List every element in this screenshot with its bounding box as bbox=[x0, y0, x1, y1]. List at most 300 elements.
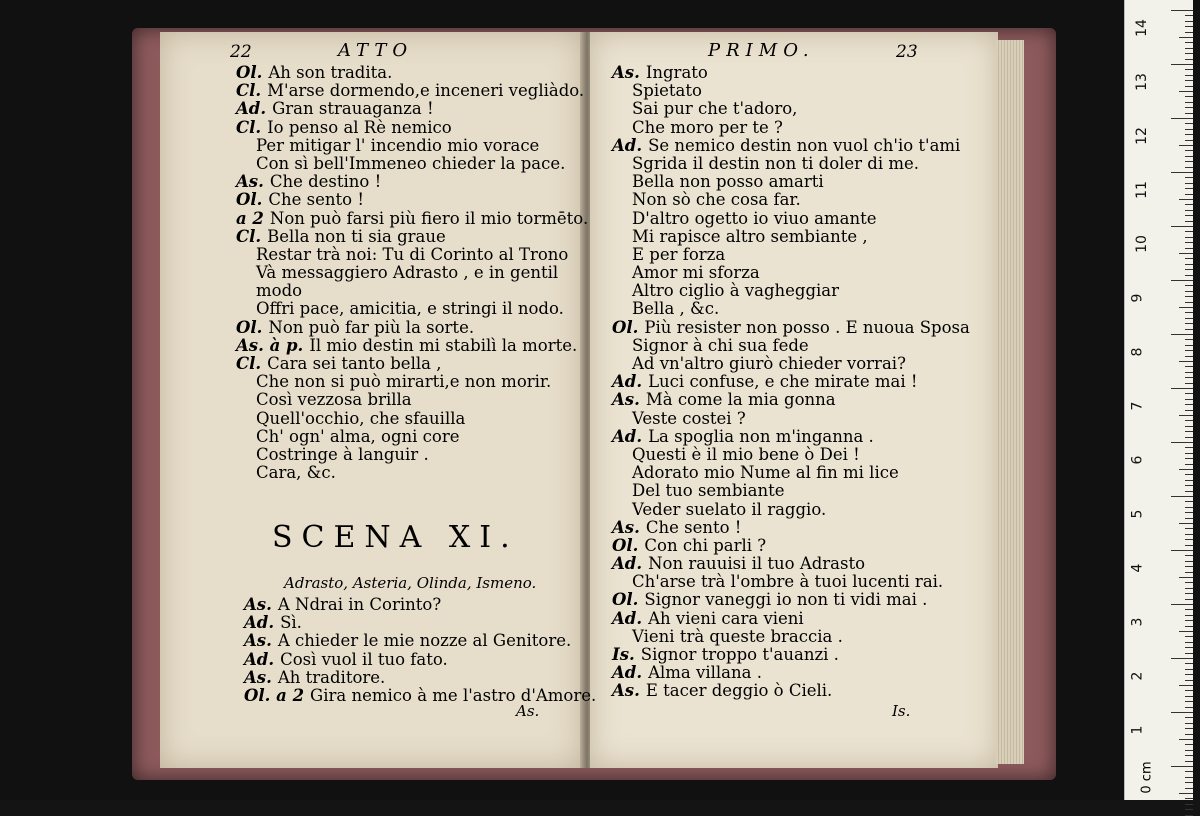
ruler-number: 12 bbox=[1133, 127, 1150, 145]
ruler-tick bbox=[1185, 183, 1193, 184]
verse-text: Bella non ti sia graue bbox=[267, 226, 446, 246]
ruler-tick bbox=[1179, 469, 1193, 470]
ruler-tick bbox=[1185, 458, 1193, 459]
speaker-label: Ad. bbox=[612, 554, 643, 574]
text-line bbox=[612, 64, 970, 82]
ruler-tick bbox=[1185, 755, 1193, 756]
ruler-tick bbox=[1185, 264, 1193, 265]
ruler-tick bbox=[1185, 620, 1193, 621]
text-line bbox=[612, 537, 970, 555]
ruler-number: 4 bbox=[1129, 563, 1146, 573]
ruler-tick bbox=[1185, 777, 1193, 778]
ruler-tick bbox=[1171, 334, 1193, 335]
ruler-tick bbox=[1171, 10, 1193, 11]
ruler-tick bbox=[1185, 372, 1193, 373]
ruler-tick bbox=[1185, 750, 1193, 751]
ruler-tick bbox=[1185, 329, 1193, 330]
measuring-ruler bbox=[1124, 0, 1193, 800]
verse-text: Io penso al Rè nemico bbox=[267, 117, 452, 137]
verse-text: Mà come la mia gonna bbox=[645, 390, 836, 410]
ruler-tick bbox=[1171, 226, 1193, 227]
ruler-tick bbox=[1171, 280, 1193, 281]
verse-text: Il mio destin mi stabilì la morte. bbox=[309, 335, 578, 355]
verse-text: Sì. bbox=[280, 613, 302, 633]
ruler-tick bbox=[1171, 496, 1193, 497]
verse-text: Spietato bbox=[632, 81, 702, 101]
ruler-tick bbox=[1185, 453, 1193, 454]
left-page-text bbox=[236, 64, 588, 482]
verse-text: E tacer deggio ò Cieli. bbox=[645, 681, 833, 701]
ruler-tick bbox=[1185, 420, 1193, 421]
ruler-tick bbox=[1185, 113, 1193, 114]
ruler-tick bbox=[1185, 501, 1193, 502]
text-line bbox=[236, 464, 588, 482]
text-line bbox=[612, 82, 970, 100]
text-line bbox=[244, 596, 596, 614]
verse-text: Signor troppo t'auanzi . bbox=[640, 645, 839, 664]
verse-text: Questi è il mio bene ò Dei ! bbox=[632, 444, 860, 464]
ruler-tick bbox=[1185, 275, 1193, 276]
text-line bbox=[236, 300, 588, 318]
ruler-tick bbox=[1179, 523, 1193, 524]
speaker-label: Ad. bbox=[612, 426, 643, 446]
verse-text: Signor vaneggi io non ti vidi mai . bbox=[644, 590, 928, 610]
speaker-label: a 2 bbox=[236, 208, 264, 228]
speaker-label: As. bbox=[612, 681, 640, 701]
ruler-tick bbox=[1185, 296, 1193, 297]
speaker-label: Ol. a 2 bbox=[244, 685, 305, 705]
ruler-tick bbox=[1179, 793, 1193, 794]
ruler-tick bbox=[1185, 696, 1193, 697]
text-line bbox=[236, 228, 588, 246]
ruler-tick bbox=[1179, 91, 1193, 92]
speaker-label: Cl. bbox=[236, 81, 262, 101]
speaker-label: Ol. bbox=[612, 317, 639, 337]
ruler-tick bbox=[1185, 48, 1193, 49]
ruler-tick bbox=[1185, 221, 1193, 222]
ruler-tick bbox=[1185, 626, 1193, 627]
right-page-text bbox=[612, 64, 970, 701]
verse-text: Restar trà noi: Tu di Corinto al Trono bbox=[256, 244, 569, 264]
right-page-number: 23 bbox=[896, 42, 918, 62]
ruler-tick bbox=[1185, 237, 1193, 238]
text-line bbox=[236, 210, 588, 228]
verse-text: Vieni trà queste braccia . bbox=[632, 626, 843, 646]
text-line bbox=[236, 319, 588, 337]
ruler-tick bbox=[1185, 231, 1193, 232]
ruler-tick bbox=[1185, 366, 1193, 367]
text-line bbox=[236, 446, 588, 464]
text-line bbox=[612, 519, 970, 537]
verse-text: Del tuo sembiante bbox=[632, 481, 785, 501]
speaker-label: Cl. bbox=[236, 226, 262, 246]
speaker-label: Ol. bbox=[236, 317, 263, 337]
ruler-unit-label: 0 cm bbox=[1139, 761, 1155, 794]
ruler-tick bbox=[1185, 437, 1193, 438]
text-line bbox=[612, 446, 970, 464]
ruler-tick bbox=[1185, 539, 1193, 540]
verse-text: Per mitigar l' incendio mio vorace bbox=[256, 135, 540, 155]
ruler-tick bbox=[1185, 393, 1193, 394]
verse-text: Gran strauaganza ! bbox=[272, 99, 434, 119]
ruler-number: 13 bbox=[1133, 73, 1150, 91]
ruler-tick bbox=[1179, 199, 1193, 200]
ruler-tick bbox=[1185, 528, 1193, 529]
ruler-tick bbox=[1179, 361, 1193, 362]
scene-title: SCENA XI. bbox=[272, 520, 519, 555]
ruler-tick bbox=[1185, 350, 1193, 351]
speaker-label: As. bbox=[612, 390, 640, 410]
ruler-tick bbox=[1185, 86, 1193, 87]
ruler-tick bbox=[1185, 593, 1193, 594]
speaker-label: Cl. bbox=[236, 354, 262, 373]
ruler-tick bbox=[1185, 356, 1193, 357]
ruler-tick bbox=[1185, 215, 1193, 216]
ruler-tick bbox=[1185, 534, 1193, 535]
speaker-label: As. bbox=[244, 667, 272, 687]
ruler-tick bbox=[1179, 685, 1193, 686]
ruler-tick bbox=[1179, 415, 1193, 416]
ruler-tick bbox=[1185, 150, 1193, 151]
speaker-label: Ad. bbox=[244, 649, 275, 669]
text-line bbox=[612, 191, 970, 209]
verse-text: Più resister non posso . E nuoua Sposa bbox=[644, 317, 970, 337]
ruler-tick bbox=[1185, 669, 1193, 670]
verse-text: Luci confuse, e che mirate mai ! bbox=[648, 372, 918, 392]
text-line bbox=[236, 355, 588, 373]
ruler-number: 2 bbox=[1129, 671, 1146, 681]
verse-text: Signor à chi sua fede bbox=[632, 335, 809, 355]
text-line bbox=[612, 610, 970, 628]
ruler-tick bbox=[1185, 642, 1193, 643]
ruler-tick bbox=[1185, 588, 1193, 589]
verse-text: E per forza bbox=[632, 244, 726, 264]
ruler-tick bbox=[1185, 32, 1193, 33]
verse-text: Ah vieni cara vieni bbox=[648, 608, 804, 628]
text-line bbox=[612, 210, 970, 228]
ruler-tick bbox=[1185, 339, 1193, 340]
ruler-tick bbox=[1185, 723, 1193, 724]
ruler-tick bbox=[1171, 712, 1193, 713]
verse-text: Ch' ogn' alma, ogni core bbox=[256, 426, 460, 446]
ruler-tick bbox=[1185, 42, 1193, 43]
verse-text: Non può far più la sorte. bbox=[268, 317, 475, 337]
ruler-tick bbox=[1185, 717, 1193, 718]
ruler-tick bbox=[1185, 771, 1193, 772]
ruler-tick bbox=[1185, 431, 1193, 432]
ruler-number: 11 bbox=[1133, 181, 1150, 199]
text-line bbox=[236, 191, 588, 209]
text-line bbox=[244, 687, 596, 705]
ruler-tick bbox=[1171, 550, 1193, 551]
text-line bbox=[612, 282, 970, 300]
text-line bbox=[244, 614, 596, 632]
ruler-number: 1 bbox=[1129, 725, 1146, 735]
ruler-tick bbox=[1185, 69, 1193, 70]
left-catchword: As. bbox=[516, 702, 540, 720]
ruler-tick bbox=[1185, 447, 1193, 448]
ruler-tick bbox=[1185, 545, 1193, 546]
ruler-tick bbox=[1171, 64, 1193, 65]
text-line bbox=[236, 100, 588, 118]
ruler-tick bbox=[1171, 658, 1193, 659]
ruler-tick bbox=[1185, 59, 1193, 60]
speaker-label: Ol. bbox=[236, 190, 263, 210]
speaker-label: Ad. bbox=[612, 608, 643, 628]
ruler-tick bbox=[1185, 204, 1193, 205]
ruler-number: 14 bbox=[1133, 19, 1150, 37]
ruler-tick bbox=[1185, 75, 1193, 76]
ruler-tick bbox=[1185, 485, 1193, 486]
verse-text: Sai pur che t'adoro, bbox=[632, 99, 798, 119]
ruler-tick bbox=[1179, 37, 1193, 38]
ruler-tick bbox=[1185, 609, 1193, 610]
text-line bbox=[236, 264, 588, 282]
ruler-tick bbox=[1185, 734, 1193, 735]
verse-text: A Ndrai in Corinto? bbox=[277, 595, 442, 614]
text-line bbox=[612, 355, 970, 373]
ruler-tick bbox=[1185, 566, 1193, 567]
text-line bbox=[236, 119, 588, 137]
ruler-tick bbox=[1185, 426, 1193, 427]
ruler-tick bbox=[1185, 210, 1193, 211]
ruler-tick bbox=[1185, 383, 1193, 384]
speaker-label: Cl. bbox=[236, 117, 262, 137]
ruler-tick bbox=[1185, 410, 1193, 411]
speaker-label: Ad. bbox=[612, 663, 643, 683]
text-line bbox=[612, 246, 970, 264]
ruler-tick bbox=[1185, 399, 1193, 400]
verse-text: Ingrato bbox=[645, 63, 708, 82]
ruler-tick bbox=[1185, 653, 1193, 654]
verse-text: Bella non posso amarti bbox=[632, 172, 824, 192]
text-line bbox=[244, 651, 596, 669]
verse-text: Che destino ! bbox=[269, 172, 382, 192]
verse-text: Và messaggiero Adrasto , e in gentil bbox=[256, 263, 559, 283]
ruler-tick bbox=[1185, 555, 1193, 556]
text-line bbox=[236, 282, 588, 300]
ruler-tick bbox=[1185, 572, 1193, 573]
text-line bbox=[612, 482, 970, 500]
right-catchword: Is. bbox=[892, 702, 911, 720]
verse-text: Amor mi sforza bbox=[632, 263, 760, 283]
verse-text: Non rauuisi il tuo Adrasto bbox=[648, 554, 866, 574]
ruler-tick bbox=[1185, 377, 1193, 378]
verse-text: Veder suelato il raggio. bbox=[632, 499, 827, 519]
text-line bbox=[612, 464, 970, 482]
text-line bbox=[612, 628, 970, 646]
text-line bbox=[612, 155, 970, 173]
ruler-tick bbox=[1185, 761, 1193, 762]
verse-text: Alma villana . bbox=[648, 663, 762, 683]
verse-text: D'altro ogetto io viuo amante bbox=[632, 208, 877, 228]
ruler-tick bbox=[1185, 507, 1193, 508]
verse-text: modo bbox=[256, 281, 303, 301]
ruler-tick bbox=[1185, 26, 1193, 27]
ruler-tick bbox=[1185, 53, 1193, 54]
ruler-tick bbox=[1185, 134, 1193, 135]
ruler-tick bbox=[1185, 674, 1193, 675]
verse-text: Con chi parli ? bbox=[644, 535, 767, 555]
text-line bbox=[236, 410, 588, 428]
ruler-tick bbox=[1185, 798, 1193, 799]
ruler-tick bbox=[1185, 318, 1193, 319]
ruler-tick bbox=[1185, 194, 1193, 195]
text-line bbox=[236, 337, 588, 355]
verse-text: Che sento ! bbox=[645, 517, 742, 537]
ruler-tick bbox=[1185, 615, 1193, 616]
ruler-tick bbox=[1185, 404, 1193, 405]
verse-text: Non sò che cosa far. bbox=[632, 190, 801, 210]
ruler-tick bbox=[1185, 161, 1193, 162]
ruler-number: 8 bbox=[1129, 347, 1146, 357]
text-line bbox=[612, 555, 970, 573]
ruler-tick bbox=[1185, 744, 1193, 745]
text-line bbox=[612, 173, 970, 191]
ruler-tick bbox=[1185, 788, 1193, 789]
ruler-tick bbox=[1185, 123, 1193, 124]
text-line bbox=[612, 373, 970, 391]
verse-text: Mi rapisce altro sembiante , bbox=[632, 226, 868, 246]
ruler-tick bbox=[1179, 631, 1193, 632]
text-line bbox=[612, 428, 970, 446]
verse-text: A chieder le mie nozze al Genitore. bbox=[277, 631, 572, 651]
ruler-tick bbox=[1185, 690, 1193, 691]
text-line bbox=[612, 100, 970, 118]
scene-text bbox=[244, 596, 596, 705]
verse-text: Ah son tradita. bbox=[268, 63, 393, 82]
verse-text: Offri pace, amicitia, e stringi il nodo. bbox=[256, 299, 564, 319]
text-line bbox=[236, 82, 588, 100]
verse-text: Così vezzosa brilla bbox=[256, 390, 412, 410]
text-line bbox=[244, 632, 596, 650]
ruler-tick bbox=[1185, 156, 1193, 157]
verse-text: La spoglia non m'inganna . bbox=[648, 426, 874, 446]
speaker-label: As. bbox=[244, 631, 272, 651]
ruler-tick bbox=[1185, 129, 1193, 130]
verse-text: Bella , &c. bbox=[632, 299, 720, 319]
ruler-number: 6 bbox=[1129, 455, 1146, 465]
verse-text: Cara sei tanto bella , bbox=[267, 354, 442, 373]
ruler-tick bbox=[1185, 561, 1193, 562]
speaker-label: As. bbox=[236, 172, 264, 192]
speaker-label: Ad. bbox=[612, 372, 643, 392]
speaker-label: As. bbox=[612, 63, 640, 82]
text-line bbox=[236, 155, 588, 173]
ruler-tick bbox=[1185, 518, 1193, 519]
text-line bbox=[236, 428, 588, 446]
speaker-label: Is. bbox=[612, 645, 635, 664]
ruler-tick bbox=[1185, 804, 1193, 805]
verse-text: Con sì bell'Immeneo chieder la pace. bbox=[256, 153, 566, 173]
ruler-tick bbox=[1185, 636, 1193, 637]
ruler-tick bbox=[1185, 269, 1193, 270]
speaker-label: Ad. bbox=[612, 135, 643, 155]
left-page-number: 22 bbox=[230, 42, 252, 62]
ruler-tick bbox=[1185, 707, 1193, 708]
ruler-tick bbox=[1185, 680, 1193, 681]
ruler-tick bbox=[1179, 577, 1193, 578]
ruler-number: 7 bbox=[1129, 401, 1146, 411]
text-line bbox=[244, 669, 596, 687]
text-line bbox=[612, 573, 970, 591]
ruler-tick bbox=[1179, 145, 1193, 146]
ruler-tick bbox=[1185, 80, 1193, 81]
text-line bbox=[236, 137, 588, 155]
speaker-label: As. bbox=[244, 595, 272, 614]
verse-text: Altro ciglio à vagheggiar bbox=[632, 281, 840, 301]
text-line bbox=[612, 228, 970, 246]
ruler-tick bbox=[1185, 464, 1193, 465]
verse-text: Che moro per te ? bbox=[632, 117, 783, 137]
ruler-tick bbox=[1185, 291, 1193, 292]
left-page-header: ATTO bbox=[338, 40, 414, 61]
text-line bbox=[612, 591, 970, 609]
verse-text: Non può farsi più fiero il mio tormēto. bbox=[269, 208, 589, 228]
ruler-tick bbox=[1185, 248, 1193, 249]
verse-text: Che sento ! bbox=[268, 190, 364, 210]
ruler-tick bbox=[1179, 253, 1193, 254]
verse-text: Costringe à languir . bbox=[256, 444, 429, 464]
ruler-tick bbox=[1185, 242, 1193, 243]
verse-text: Ah traditore. bbox=[277, 667, 386, 687]
text-line bbox=[612, 300, 970, 318]
ruler-tick bbox=[1185, 815, 1193, 816]
ruler-tick bbox=[1185, 323, 1193, 324]
ruler-tick bbox=[1185, 663, 1193, 664]
ruler-number: 5 bbox=[1129, 509, 1146, 519]
text-line bbox=[612, 119, 970, 137]
ruler-tick bbox=[1171, 766, 1193, 767]
ruler-tick bbox=[1179, 307, 1193, 308]
ruler-tick bbox=[1185, 491, 1193, 492]
verse-text: Così vuol il tuo fato. bbox=[280, 649, 448, 669]
text-line bbox=[612, 682, 970, 700]
ruler-tick bbox=[1171, 388, 1193, 389]
ruler-tick bbox=[1185, 177, 1193, 178]
ruler-tick bbox=[1185, 647, 1193, 648]
page-edges bbox=[996, 40, 1024, 764]
text-line bbox=[612, 646, 970, 664]
ruler-tick bbox=[1185, 21, 1193, 22]
ruler-number: 9 bbox=[1129, 293, 1146, 303]
ruler-tick bbox=[1179, 739, 1193, 740]
text-line bbox=[236, 246, 588, 264]
ruler-tick bbox=[1185, 599, 1193, 600]
ruler-tick bbox=[1185, 809, 1193, 810]
ruler-tick bbox=[1185, 102, 1193, 103]
text-line bbox=[612, 410, 970, 428]
verse-text: Ad vn'altro giurò chieder vorrai? bbox=[632, 354, 906, 373]
speaker-label: As. bbox=[612, 517, 640, 537]
ruler-tick bbox=[1185, 782, 1193, 783]
text-line bbox=[612, 391, 970, 409]
verse-text: Se nemico destin non vuol ch'io t'ami bbox=[648, 135, 961, 155]
ruler-tick bbox=[1185, 167, 1193, 168]
right-page-header: PRIMO. bbox=[708, 40, 815, 61]
ruler-tick bbox=[1185, 107, 1193, 108]
speaker-label: Ol. bbox=[236, 63, 263, 82]
ruler-tick bbox=[1171, 172, 1193, 173]
ruler-tick bbox=[1171, 118, 1193, 119]
verse-text: Veste costei ? bbox=[632, 408, 746, 428]
ruler-number: 10 bbox=[1133, 235, 1150, 253]
ruler-tick bbox=[1185, 96, 1193, 97]
ruler-tick bbox=[1185, 480, 1193, 481]
ruler-tick bbox=[1185, 728, 1193, 729]
speaker-label: Ad. bbox=[244, 613, 275, 633]
verse-text: Sgrida il destin non ti doler di me. bbox=[632, 153, 920, 173]
